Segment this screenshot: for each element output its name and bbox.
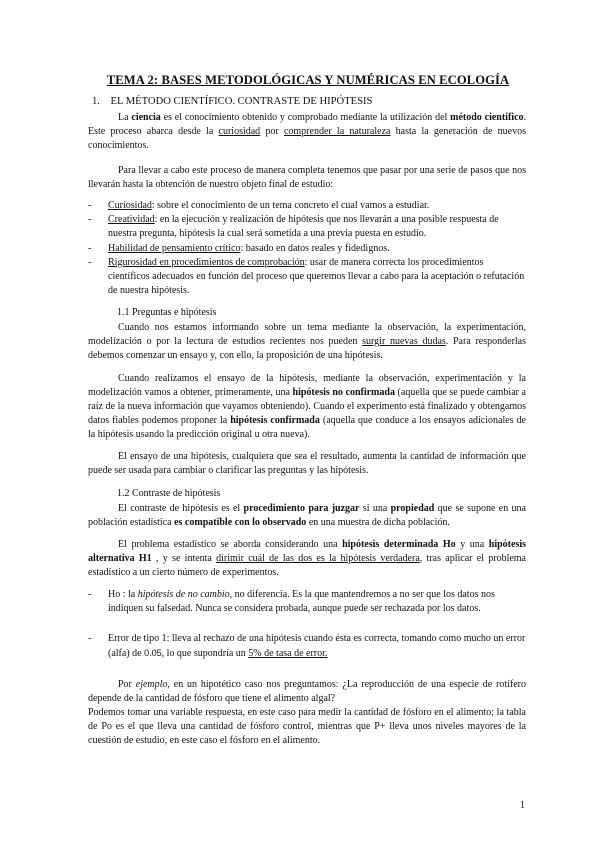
- subsection-heading-1-2: 1.2 Contraste de hipótesis: [117, 488, 221, 499]
- page-number: 1: [520, 800, 525, 811]
- paragraph-dudas: Cuando nos estamos informando sobre un tema mediante la observación, la experimentación, modelización o por la lectura de estudios recientes nos pueden surgir nuevas dudas. Para responderlas debemos comenzar un ensayo y, con ello, la proposición de una hipótesis.: [88, 322, 527, 361]
- paragraph-ejemplo: Por ejemplo, en un hipotético caso nos preguntamos: ¿La reproducción de una especie de rotífero depende de la cantidad de fósforo que tiene el alimento algal?: [88, 679, 526, 704]
- list-item: - Curiosidad: sobre el conocimiento de un tema concreto el cual vamos a estudiar.: [88, 200, 430, 211]
- subsection-heading-1-1: 1.1 Preguntas e hipótesis: [117, 307, 217, 318]
- section-number: 1.: [92, 96, 100, 107]
- section-heading-text: EL MÉTODO CIENTÍFICO. CONTRASTE DE HIPÓTESIS: [110, 96, 373, 107]
- list-item: - Habilidad de pensamiento crítico: basado en datos reales y fidedignos.: [88, 243, 390, 254]
- section-heading-1: [92, 96, 372, 107]
- paragraph-ciencia: La ciencia es el conocimiento obtenido y comprobado mediante la utilización del método científico. Este proceso abarca desde la curiosidad por comprender la naturaleza hasta la generación de nuevos conocimientos.: [88, 112, 526, 151]
- page-title: TEMA 2: BASES METODOLÓGICAS Y NUMÉRICAS EN ECOLOGÍA: [106, 73, 510, 87]
- paragraph-problema: El problema estadístico se aborda considerando una hipótesis determinada Ho y una hipótesis alternativa H1 , y se intenta dirimir cuál de las dos es la hipótesis verdadera, tras aplicar el problema estadístico a un cierto número de experimentos.: [88, 539, 527, 578]
- list-item: - Error de tipo 1: lleva al rechazo de una hipótesis cuando ésta es correcta, tomando como mucho un error (alfa) de 0.05, lo que supondría un 5% de tasa de error.: [88, 633, 526, 659]
- list-item: - Rigurosidad en procedimientos de comprobación: usar de manera correcta los procedimientos científicos adecuados en función del proceso que queremos llevar a cabo para la aceptación o refutación de nuestra hipótesis.: [88, 257, 525, 296]
- paragraph-ensayo: Cuando realizamos el ensayo de la hipótesis, mediante la observación, experimentación y la modelización vamos a obtener, primeramente, una hipótesis no confirmada (aquella que se puede cambiar a raíz de la nueva información que vayamos obteniendo). Cuando el experimento está finalizado y obtengamos datos fiables podemos proponer la hipótesis confirmada (aquella que conduce a los ensayos adicionales de la hipótesis usando la predicción original u otra nueva).: [88, 373, 526, 440]
- paragraph-contraste: El contraste de hipótesis es el procedimiento para juzgar si una propiedad que se supone en una población estadística es compatible con lo observado en una muestra de dicha población.: [88, 503, 526, 528]
- list-item: - Creatividad: en la ejecución y realización de hipótesis que nos llevarán a una posible respuesta de nuestra pregunta, hipótesis la cual será sometida a una previa puesta en estudio.: [88, 214, 499, 239]
- paragraph-resultado: El ensayo de una hipótesis, cualquiera que sea el resultado, aumenta la cantidad de información que puede ser usada para cambiar o clarificar las preguntas y las hipótesis.: [88, 451, 526, 476]
- paragraph-pasos: Para llevar a cabo este proceso de manera completa tenemos que pasar por una serie de pasos que nos llevarán hasta la obtención de nuestro objeto final de estudio:: [88, 165, 526, 190]
- paragraph-variable: Podemos tomar una variable respuesta, en este caso para medir la cantidad de fósforo en el alimento; la tabla de Po es el que lleva una cantidad de fósforo control, mientras que P+ lleva unos niveles mayores de la cuestión de estudio, en este caso el fósforo en el alimento.: [88, 707, 526, 746]
- list-item: - Ho : la hipótesis de no cambio, no diferencia. Es la que mantendremos a no ser que los datos nos indiquen su falsedad. Nunca se considera probada, aunque puede ser rechazada por los datos.: [88, 589, 495, 614]
